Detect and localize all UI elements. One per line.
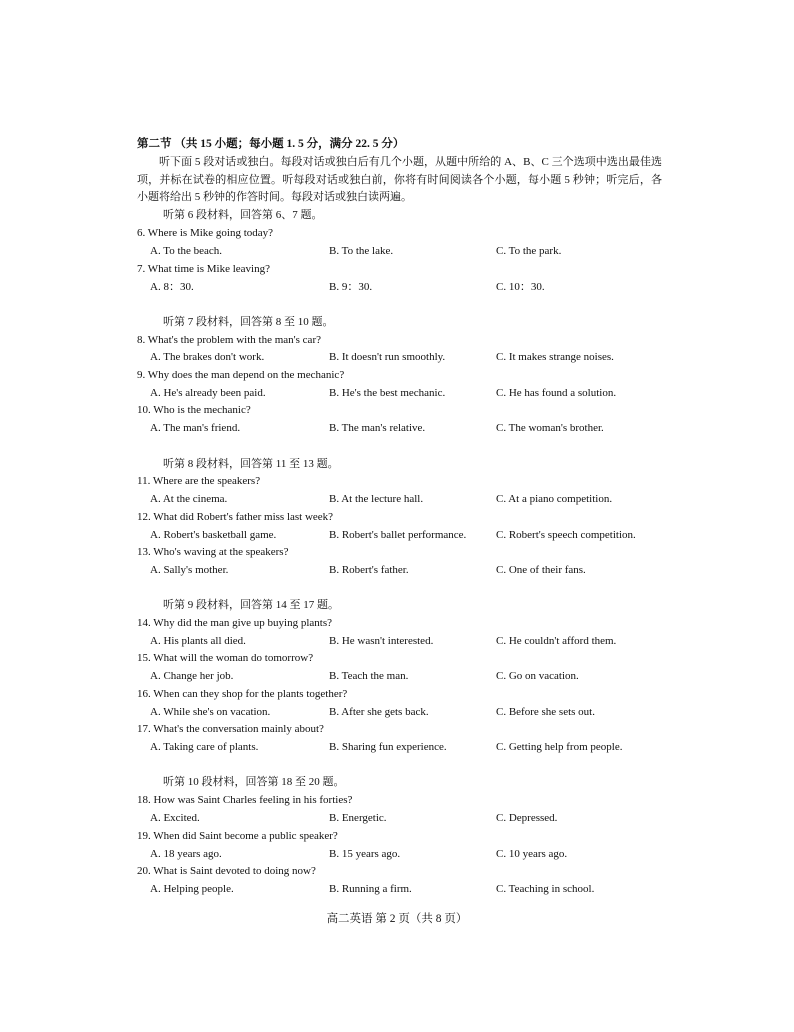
question-stem: 10. Who is the mechanic? xyxy=(137,404,251,416)
group-title: 听第 8 段材料，回答第 11 至 13 题。 xyxy=(163,458,339,470)
question-stem: 11. Where are the speakers? xyxy=(137,475,261,487)
option-a: A. His plants all died. xyxy=(150,635,246,647)
section-heading: 第二节 （共 15 小题；每小题 1. 5 分，满分 22. 5 分） xyxy=(137,138,405,150)
question-stem: 20. What is Saint devoted to doing now? xyxy=(137,865,316,877)
option-a: A. Change her job. xyxy=(150,670,234,682)
option-b: B. He's the best mechanic. xyxy=(329,387,446,399)
option-b: B. Energetic. xyxy=(329,812,387,824)
question-stem: 19. When did Saint become a public speaker? xyxy=(137,830,338,842)
option-c: C. Teaching in school. xyxy=(496,883,595,895)
question-stem: 6. Where is Mike going today? xyxy=(137,227,274,239)
option-b: B. Robert's ballet performance. xyxy=(329,529,467,541)
option-b: B. 15 years ago. xyxy=(329,848,401,860)
question-stem: 14. Why did the man give up buying plants? xyxy=(137,617,333,629)
group-title: 听第 9 段材料，回答第 14 至 17 题。 xyxy=(163,599,339,611)
question-stem: 7. What time is Mike leaving? xyxy=(137,263,270,275)
question-stem: 18. How was Saint Charles feeling in his forties? xyxy=(137,794,353,806)
question-stem: 17. What's the conversation mainly about? xyxy=(137,723,324,735)
question-stem: 13. Who's waving at the speakers? xyxy=(137,546,289,558)
question-stem: 15. What will the woman do tomorrow? xyxy=(137,652,314,664)
option-a: A. Excited. xyxy=(150,812,200,824)
group-title: 听第 10 段材料，回答第 18 至 20 题。 xyxy=(163,776,345,788)
option-a: A. 18 years ago. xyxy=(150,848,222,860)
option-c: C. Depressed. xyxy=(496,812,558,824)
option-c: C. 10：30. xyxy=(496,281,545,293)
option-b: B. Sharing fun experience. xyxy=(329,741,447,753)
option-b: B. Teach the man. xyxy=(329,670,409,682)
option-a: A. Taking care of plants. xyxy=(150,741,259,753)
group-title: 听第 7 段材料，回答第 8 至 10 题。 xyxy=(163,316,334,328)
option-a: A. Robert's basketball game. xyxy=(150,529,277,541)
option-a: A. At the cinema. xyxy=(150,493,228,505)
option-c: C. Go on vacation. xyxy=(496,670,579,682)
page-footer: 高二英语 第 2 页（共 8 页） xyxy=(326,913,468,925)
option-a: A. 8：30. xyxy=(150,281,194,293)
option-c: C. Getting help from people. xyxy=(496,741,623,753)
option-a: A. The brakes don't work. xyxy=(150,351,265,363)
option-b: B. Robert's father. xyxy=(329,564,409,576)
option-c: C. He couldn't afford them. xyxy=(496,635,617,647)
option-b: B. After she gets back. xyxy=(329,706,429,718)
option-b: B. To the lake. xyxy=(329,245,394,257)
question-stem: 12. What did Robert's father miss last week? xyxy=(137,511,334,523)
section-instructions: 听下面 5 段对话或独白。每段对话或独白后有几个小题，从题中所给的 A、B、C 三个选项中选出最佳选项，并标在试卷的相应位置。听每段对话或独白前，你将有时间阅读各个小题，每小题 5 秒钟；听完后，各小题将给出 5 秒钟的作答时间。每段对话或独白读两遍。 xyxy=(137,156,662,204)
option-c: C. The woman's brother. xyxy=(496,422,604,434)
option-b: B. The man's relative. xyxy=(329,422,426,434)
option-b: B. He wasn't interested. xyxy=(329,635,434,647)
option-c: C. To the park. xyxy=(496,245,562,257)
option-c: C. 10 years ago. xyxy=(496,848,568,860)
group-title: 听第 6 段材料，回答第 6、7 题。 xyxy=(163,209,323,221)
question-stem: 9. Why does the man depend on the mechanic? xyxy=(137,369,345,381)
option-b: B. It doesn't run smoothly. xyxy=(329,351,446,363)
option-c: C. Robert's speech competition. xyxy=(496,529,636,541)
option-a: A. The man's friend. xyxy=(150,422,241,434)
option-b: B. Running a firm. xyxy=(329,883,412,895)
option-c: C. One of their fans. xyxy=(496,564,586,576)
option-a: A. Helping people. xyxy=(150,883,234,895)
option-c: C. It makes strange noises. xyxy=(496,351,614,363)
option-a: A. To the beach. xyxy=(150,245,223,257)
option-b: B. At the lecture hall. xyxy=(329,493,424,505)
option-c: C. Before she sets out. xyxy=(496,706,595,718)
question-stem: 16. When can they shop for the plants together? xyxy=(137,688,348,700)
option-a: A. He's already been paid. xyxy=(150,387,266,399)
option-c: C. At a piano competition. xyxy=(496,493,613,505)
option-b: B. 9：30. xyxy=(329,281,373,293)
option-c: C. He has found a solution. xyxy=(496,387,617,399)
option-a: A. Sally's mother. xyxy=(150,564,229,576)
option-a: A. While she's on vacation. xyxy=(150,706,271,718)
question-stem: 8. What's the problem with the man's car? xyxy=(137,334,321,346)
